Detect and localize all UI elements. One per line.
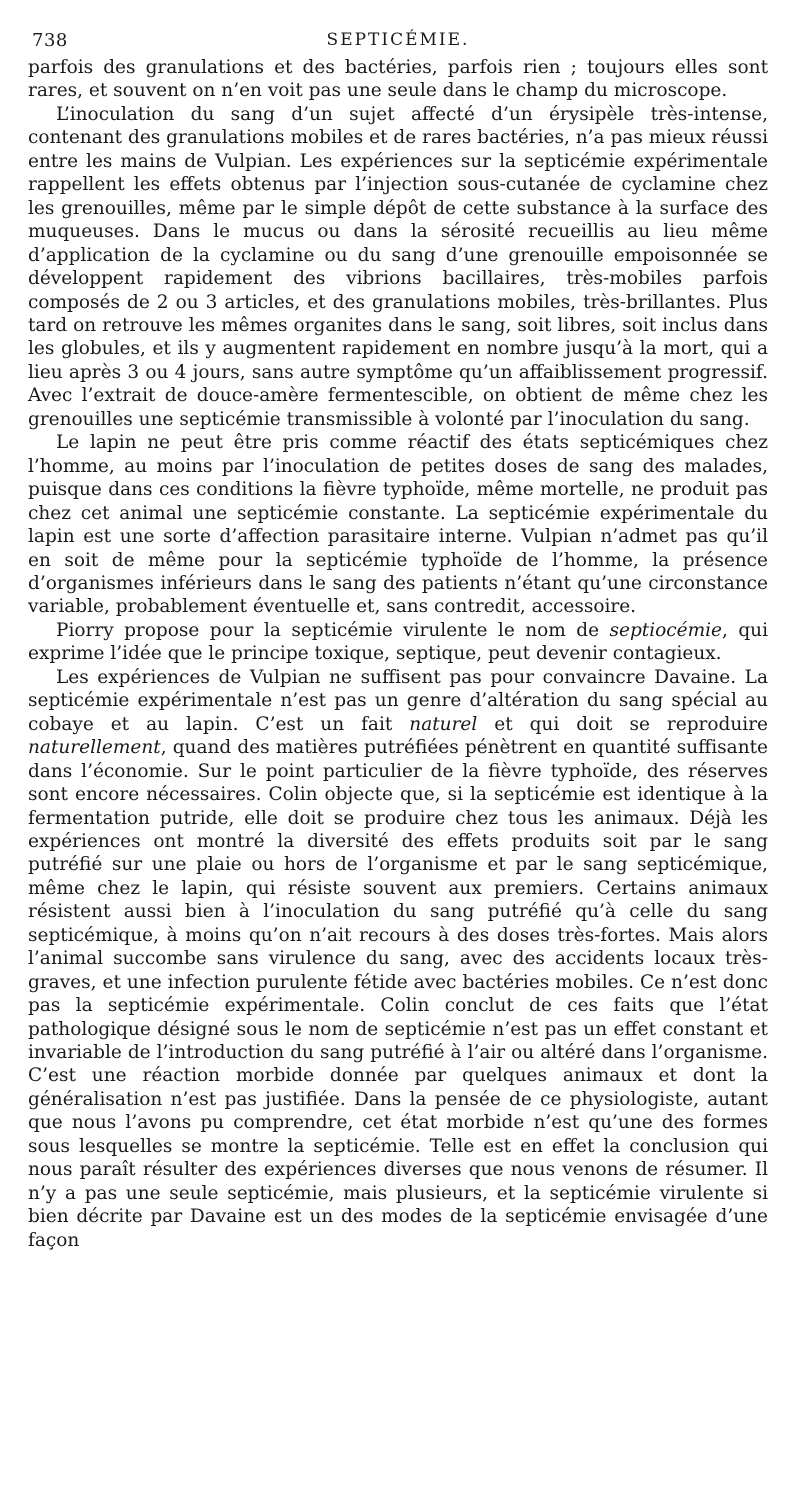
paragraph-text: parfois des granulations et des bactéries, parfois rien ; toujours elles sont rares, et souvent on n’en voit pas une seule dans le champ du microscope. — [28, 57, 768, 102]
paragraph-text: , qui exprime l’idée que le principe toxique, septique, peut devenir contagieux. — [28, 619, 769, 665]
paragraph-text: et qui doit se reproduire — [477, 713, 768, 735]
paragraph-text: Piorry propose pour la septicémie virulente le nom de — [56, 619, 610, 641]
body-text — [28, 56, 768, 1252]
paragraph-text: Les expériences de Vulpian ne suffisent pas pour convaincre Davaine. La septicémie expérimentale n’est pas un genre d’altération du sang spécial au cobaye et au lapin. C’est un fait — [28, 666, 768, 735]
paragraph-text: L’inoculation du sang d’un sujet affecté d’un érysipèle très-intense, contenant des granulations mobiles et de rares bactéries, n’a pas mieux réussi entre les mains de Vulpian. Les expériences sur la septicémie expérimentale rappellent les effets obtenus par l’injection sous-cutanée de cyclamine chez les grenouilles, même par le simple dépôt de cette substance à la surface des muqueuses. Dans le mucus ou dans la sérosité recueillis au lieu même d’application de la cyclamine ou du sang d’une grenouille empoisonnée se développent rapidement des vibrions bacillaires, très-mobiles parfois composés de 2 ou 3 articles, et des granulations mobiles, très-brillantes. Plus tard on retrouve les mêmes organites dans le sang, soit libres, soit inclus dans les globules, et ils y augmentent rapidement en nombre jusqu’à la mort, qui a lieu après 3 ou 4 jours, sans autre symptôme qu’un affaiblissement progressif. Avec l’extrait de douce-amère fermentescible, on obtient de même chez les grenouilles une septicémie transmissible à volonté par l’inoculation du sang. — [28, 103, 768, 430]
running-title: SEPTICÉMIE. — [326, 30, 470, 50]
italic-term: naturellement — [28, 737, 161, 759]
paragraph-2 — [28, 103, 768, 431]
paragraph-1 — [28, 56, 768, 103]
paragraph-4 — [28, 619, 768, 666]
italic-term: septiocémie — [609, 619, 722, 641]
paragraph-text: , quand des matières putréfiées pénètrent en quantité suffisante dans l’économie. Sur le point particulier de la fièvre typhoïde, des réserves sont encore nécessaires. Colin objecte que, si la septicémie est identique à la fermentation putride, elle doit se produire chez tous les animaux. Déjà les expériences ont montré la diversité des effets produits soit par le sang putréfié sur une plaie ou hors de l’organisme et par le sang septicémique, même chez le lapin, qui résiste souvent aux premiers. Certains animaux résistent aussi bien à l’inoculation du sang putréfié qu’à celle du sang septicémique, à moins qu’on n’ait recours à des doses très-fortes. Mais alors l’animal succombe sans virulence du sang, avec des accidents locaux très-graves, et une infection purulente fétide avec bactéries mobiles. Ce n’est donc pas la septicémie expérimentale. Colin conclut de ces faits que l’état pathologique désigné sous le nom de septicémie n’est pas un effet constant et invariable de l’introduction du sang putréfié à l’air ou altéré dans l’organisme. C’est une réaction morbide donnée par quelques animaux et dont la généralisation n’est pas justifiée. Dans la pensée de ce physiologiste, autant que nous l’avons pu comprendre, cet état morbide n’est qu’une des formes sous lesquelles se montre la septicémie. Telle est en effet la conclusion qui nous paraît résulter des expériences diverses que nous venons de résumer. Il n’y a pas une seule septicémie, mais plusieurs, et la septicémie virulente si bien décrite par Davaine est un des modes de la septicémie envisagée d’une façon — [28, 737, 768, 1251]
document-page — [28, 30, 768, 1252]
page-number: 738 — [32, 30, 68, 51]
italic-term: naturel — [409, 713, 478, 735]
paragraph-3 — [28, 431, 768, 619]
paragraph-5 — [28, 666, 768, 1252]
paragraph-text: Le lapin ne peut être pris comme réactif des états septicémiques chez l’homme, au moins par l’inoculation de petites doses de sang des malades, puisque dans ces conditions la fièvre typhoïde, même mortelle, ne produit pas chez cet animal une septicémie constante. La septicémie expérimentale du lapin est une sorte d’affection parasitaire interne. Vulpian n’admet pas qu’il en soit de même pour la septicémie typhoïde de l’homme, la présence d’organismes inférieurs dans le sang des patients n’étant qu’une circonstance variable, probablement éventuelle et, sans contredit, accessoire. — [28, 432, 768, 618]
page-header — [28, 30, 768, 54]
